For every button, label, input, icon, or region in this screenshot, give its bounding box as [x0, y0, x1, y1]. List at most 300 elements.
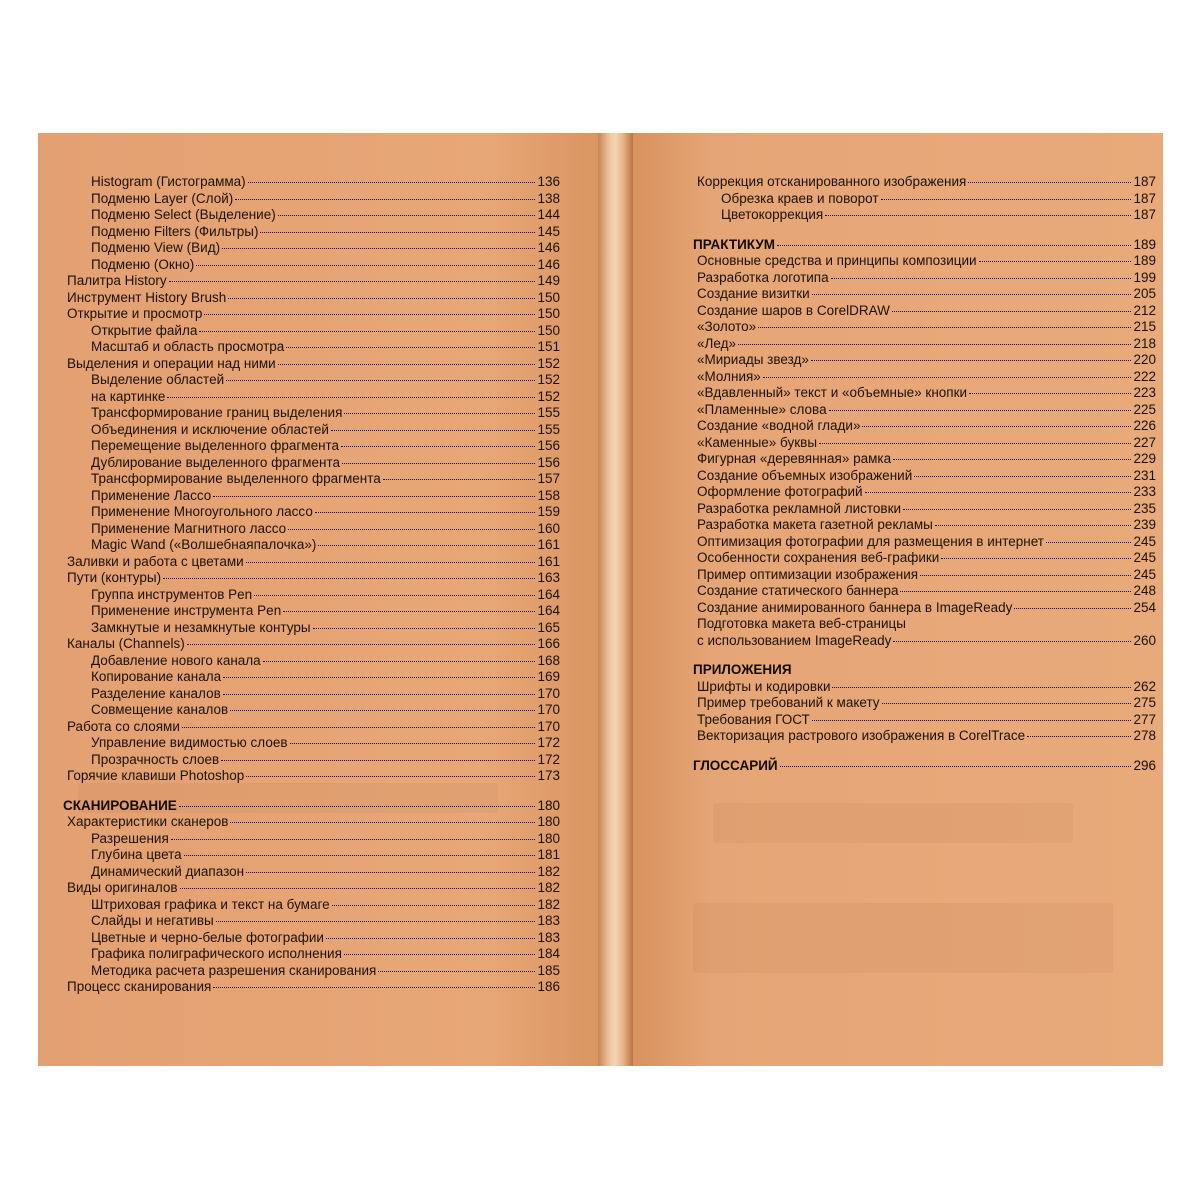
toc-dot-leader: [777, 245, 1131, 246]
toc-dot-leader: [187, 644, 536, 645]
show-through-stain: [693, 903, 1113, 973]
toc-entry-title: «Лед»: [697, 335, 736, 351]
toc-dot-leader: [811, 360, 1132, 361]
toc-section-heading: [693, 237, 1156, 254]
toc-entry-title: Подготовка макета веб-страницы: [697, 616, 906, 631]
toc-dot-leader: [221, 760, 535, 761]
toc-dot-leader: [832, 687, 1131, 688]
toc-dot-leader: [829, 410, 1132, 411]
toc-entry-title: Графика полиграфического исполнения: [91, 946, 342, 961]
toc-entry: [63, 174, 560, 191]
toc-dot-leader: [1046, 542, 1131, 543]
toc-dot-leader: [278, 364, 536, 365]
open-book: [38, 133, 1163, 1066]
toc-page-number: 164: [537, 603, 560, 618]
toc-dot-leader: [246, 776, 535, 777]
toc-entry-title: Управление видимостью слоев: [91, 735, 288, 750]
toc-entry-title: Выделение областей: [91, 372, 225, 387]
toc-entry: [693, 402, 1156, 419]
toc-entry-title: «Мириады звезд»: [697, 352, 809, 367]
toc-dot-leader: [228, 298, 535, 299]
toc-entry: [693, 352, 1156, 369]
toc-entry: [693, 191, 1156, 208]
toc-page-number: 180: [537, 814, 560, 829]
toc-page-number: 245: [1133, 533, 1156, 549]
toc-entry-title: Штриховая графика и текст на бумаге: [91, 896, 330, 912]
toc-dot-leader: [288, 529, 535, 530]
book-spine: [598, 133, 633, 1066]
toc-section-title: ПРАКТИКУМ: [693, 236, 776, 252]
toc-entry: [693, 550, 1156, 567]
toc-dot-leader: [341, 446, 535, 447]
toc-page-number: 155: [537, 421, 560, 437]
toc-section-title: СКАНИРОВАНИЕ: [63, 797, 177, 813]
toc-entry-title: «Пламенные» слова: [697, 401, 827, 417]
toc-page-number: 170: [537, 685, 560, 701]
toc-entry-title: Перемещение выделенного фрагмента: [91, 438, 340, 453]
toc-page-number: 160: [537, 520, 560, 536]
toc-entry-title: Применение инструмента Pen: [91, 603, 282, 618]
toc-page-number: 165: [537, 619, 560, 635]
toc-entry-title: Масштаб и область просмотра: [91, 339, 285, 354]
toc-entry-title: Подменю (Окно): [91, 256, 195, 272]
toc-dot-leader: [893, 459, 1131, 460]
toc-entry: [693, 583, 1156, 600]
toc-dot-leader: [260, 232, 535, 233]
toc-entry-title: Требования ГОСТ: [697, 711, 810, 727]
toc-dot-leader: [230, 822, 535, 823]
toc-page-number: 184: [537, 946, 560, 961]
toc-entry: [693, 435, 1156, 452]
toc-entry-title: Палитра History: [67, 273, 167, 288]
toc-entry: [63, 273, 560, 290]
toc-entry-title: Коррекция отсканированного изображения: [697, 174, 967, 189]
toc-page-number: 149: [537, 273, 560, 288]
toc-dot-leader: [1014, 608, 1131, 609]
toc-entry: [693, 385, 1156, 402]
toc-page-number: 180: [537, 830, 560, 846]
toc-dot-leader: [254, 595, 535, 596]
toc-entry: [63, 356, 560, 373]
toc-entry: [693, 712, 1156, 729]
toc-entry: [63, 636, 560, 653]
toc-entry-title: Совмещение каналов: [91, 702, 229, 717]
toc-page-number: 181: [537, 847, 560, 862]
toc-entry-title: Горячие клавиши Photoshop: [67, 768, 245, 783]
toc-dot-leader: [230, 710, 535, 711]
section-gap: [693, 745, 1156, 758]
toc-dot-leader: [326, 938, 536, 939]
section-gap: [693, 224, 1156, 237]
toc-entry-title: Пути (контуры): [67, 570, 162, 585]
toc-dot-leader: [763, 377, 1132, 378]
toc-dot-leader: [758, 327, 1131, 328]
toc-dot-leader: [169, 281, 536, 282]
toc-dot-leader: [812, 720, 1132, 721]
toc-dot-leader: [979, 261, 1132, 262]
toc-dot-leader: [383, 479, 536, 480]
toc-entry: [693, 319, 1156, 336]
toc-entry-title: «Молния»: [697, 368, 761, 384]
toc-entry: [63, 752, 560, 769]
toc-entry: [63, 669, 560, 686]
toc-page-number: 231: [1133, 467, 1156, 483]
toc-entry-title: Векторизация растрового изображения в CorelTrace: [697, 728, 1026, 743]
toc-page-number: 136: [537, 174, 560, 189]
toc-page-number: 218: [1133, 335, 1156, 351]
toc-page-number: 146: [537, 256, 560, 272]
toc-dot-leader: [184, 855, 536, 856]
toc-entry: [63, 537, 560, 554]
toc-dot-leader: [283, 611, 535, 612]
toc-dot-leader: [222, 248, 535, 249]
toc-dot-leader: [903, 509, 1131, 510]
toc-dot-leader: [935, 525, 1132, 526]
toc-entry: [63, 880, 560, 897]
toc-dot-leader: [780, 766, 1132, 767]
toc-entry-title: Цветные и черно-белые фотографии: [91, 929, 324, 945]
toc-page-number: 248: [1133, 583, 1156, 598]
toc-dot-leader: [812, 294, 1132, 295]
toc-entry-title: Пример оптимизации изображения: [697, 566, 919, 582]
toc-page-number: 151: [537, 339, 560, 354]
toc-page-number: 164: [537, 586, 560, 602]
toc-entry: [63, 963, 560, 980]
toc-dot-leader: [199, 331, 535, 332]
toc-page-number: 227: [1133, 434, 1156, 450]
toc-page-number: 183: [537, 913, 560, 928]
toc-page-number: 152: [537, 388, 560, 404]
toc-page-number: 245: [1133, 566, 1156, 582]
toc-entry-title: Подменю Select (Выделение): [91, 207, 276, 222]
toc-dot-leader: [315, 512, 536, 513]
toc-entry: [63, 339, 560, 356]
toc-page-number: 187: [1133, 174, 1156, 189]
toc-page-number: 245: [1133, 550, 1156, 565]
toc-page-number: 186: [537, 979, 560, 994]
toc-entry: [63, 570, 560, 587]
toc-page-number: 239: [1133, 517, 1156, 532]
toc-dot-leader: [171, 839, 536, 840]
toc-entry: [63, 814, 560, 831]
toc-page-number: 296: [1133, 757, 1156, 773]
toc-page-number: 233: [1133, 484, 1156, 499]
toc-entry-title: Фигурная «деревянная» рамка: [697, 451, 892, 466]
toc-entry-title: Копирование канала: [91, 669, 222, 684]
toc-dot-leader: [342, 463, 535, 464]
toc-entry: [63, 768, 560, 785]
toc-entry: [63, 864, 560, 881]
toc-entry-title: Слайды и негативы: [91, 913, 214, 928]
toc-entry: [693, 633, 1156, 650]
toc-entry: [63, 913, 560, 930]
toc-page-number: 172: [537, 751, 560, 767]
toc-page-number: 223: [1133, 385, 1156, 400]
toc-page-number: 144: [537, 207, 560, 222]
toc-entry-title: Особенности сохранения веб-графики: [697, 550, 940, 565]
toc-entry: [693, 336, 1156, 353]
toc-page-number: 182: [537, 880, 560, 895]
toc-dot-leader: [216, 921, 536, 922]
toc-dot-leader: [344, 954, 536, 955]
toc-entry: [63, 587, 560, 604]
toc-entry-title: Создание визитки: [697, 286, 810, 301]
toc-entry-title: Характеристики сканеров: [67, 814, 229, 829]
toc-entry: [63, 389, 560, 406]
toc-entry-title: Цветокоррекция: [721, 207, 824, 222]
right-page: [633, 133, 1163, 1066]
toc-entry: [693, 286, 1156, 303]
toc-entry: [693, 303, 1156, 320]
toc-dot-leader: [920, 575, 1131, 576]
toc-page-number: 158: [537, 487, 560, 503]
toc-page-number: 254: [1133, 599, 1156, 615]
toc-entry-title: Прозрачность слоев: [91, 751, 220, 767]
toc-entry-title: Виды оригиналов: [67, 880, 178, 895]
toc-page-number: 229: [1133, 451, 1156, 466]
toc-entry-title: Оптимизация фотографии для размещения в интернет: [697, 533, 1044, 549]
toc-dot-leader: [226, 380, 535, 381]
toc-page-number: 262: [1133, 678, 1156, 694]
toc-dot-leader: [163, 578, 535, 579]
toc-entry-title: Оформление фотографий: [697, 484, 863, 499]
toc-dot-leader: [893, 641, 1131, 642]
toc-page-number: 170: [537, 718, 560, 734]
toc-page-number: 185: [537, 962, 560, 978]
toc-entry: [693, 534, 1156, 551]
toc-page-number: 225: [1133, 401, 1156, 417]
toc-page-number: 157: [537, 471, 560, 486]
toc-page-number: 180: [537, 797, 560, 813]
toc-entry: [693, 207, 1156, 224]
toc-entry-title: Обрезка краев и поворот: [721, 190, 879, 206]
toc-entry: [63, 554, 560, 571]
toc-entry-title: Добавление нового канала: [91, 652, 261, 668]
toc-page-number: 189: [1133, 253, 1156, 268]
toc-entry-title: Пример требований к макету: [697, 695, 880, 710]
toc-dot-leader: [235, 199, 535, 200]
toc-page-number: 145: [537, 223, 560, 239]
toc-entry-title: Динамический диапазон: [91, 863, 245, 879]
toc-entry: [63, 702, 560, 719]
toc-entry-title: Применение Магнитного лассо: [91, 520, 287, 536]
toc-entry: [693, 468, 1156, 485]
toc-entry: [693, 600, 1156, 617]
toc-entry: [693, 418, 1156, 435]
toc-page-number: 212: [1133, 302, 1156, 318]
toc-entry-title: Разработка макета газетной рекламы: [697, 517, 933, 532]
toc-entry-title: Разработка логотипа: [697, 269, 829, 285]
toc-dot-leader: [246, 872, 535, 873]
toc-dot-leader: [223, 677, 535, 678]
toc-entry-title: Применение Лассо: [91, 487, 212, 503]
toc-page-number: 156: [537, 454, 560, 470]
toc-entry: [693, 501, 1156, 518]
toc-entry: [693, 451, 1156, 468]
toc-page-number: 159: [537, 504, 560, 519]
toc-dot-leader: [286, 347, 535, 348]
toc-entry-title: Глубина цвета: [91, 847, 182, 862]
toc-page-number: 163: [537, 570, 560, 585]
toc-page-number: 278: [1133, 728, 1156, 743]
toc-entry-title: Подменю View (Вид): [91, 240, 221, 255]
toc-dot-leader: [831, 278, 1132, 279]
toc-section-heading: [63, 798, 560, 815]
toc-entry: [63, 979, 560, 996]
toc-dot-leader: [331, 430, 536, 431]
toc-dot-leader: [819, 443, 1131, 444]
toc-page-number: 146: [537, 240, 560, 255]
toc-page-number: 187: [1133, 207, 1156, 222]
toc-entry: [693, 616, 1156, 633]
toc-entry-title: Разделение каналов: [91, 685, 221, 701]
toc-entry: [693, 695, 1156, 712]
toc-page-number: 275: [1133, 695, 1156, 710]
toc-section-heading: [693, 662, 1156, 679]
show-through-stain: [713, 803, 1073, 843]
toc-dot-leader: [213, 987, 535, 988]
toc-entry-title: Создание статического баннера: [697, 583, 899, 598]
toc-entry-title: Методика расчета разрешения сканирования: [91, 962, 377, 978]
toc-entry-title: Замкнутые и незамкнутые контуры: [91, 619, 311, 635]
toc-dot-leader: [318, 545, 535, 546]
toc-dot-leader: [344, 413, 535, 414]
toc-entry: [63, 831, 560, 848]
toc-page-number: 161: [537, 537, 560, 552]
toc-page-number: 187: [1133, 190, 1156, 206]
toc-entry-title: Создание «водной глади»: [697, 418, 861, 433]
toc-dot-leader: [862, 426, 1131, 427]
toc-entry-title: «Каменные» буквы: [697, 434, 818, 450]
toc-page-number: 215: [1133, 319, 1156, 334]
toc-entry-title: Шрифты и кодировки: [697, 678, 831, 694]
toc-section-title: ПРИЛОЖЕНИЯ: [693, 662, 792, 677]
toc-dot-leader: [332, 905, 536, 906]
toc-entry-title: Разрешения: [91, 830, 169, 846]
toc-entry-title: Группа инструментов Pen: [91, 586, 253, 602]
toc-entry-title: Инструмент History Brush: [67, 289, 227, 305]
table-of-contents-right: [693, 174, 1156, 774]
toc-entry: [63, 847, 560, 864]
toc-entry: [693, 728, 1156, 745]
toc-entry: [63, 290, 560, 307]
toc-page-number: 199: [1133, 269, 1156, 285]
toc-dot-leader: [900, 591, 1131, 592]
toc-entry: [693, 174, 1156, 191]
toc-page-number: 150: [537, 306, 560, 321]
toc-entry-title: Создание анимированного баннера в ImageReady: [697, 599, 1013, 615]
toc-dot-leader: [290, 743, 536, 744]
toc-dot-leader: [968, 182, 1131, 183]
toc-page-number: 226: [1133, 418, 1156, 433]
section-gap: [63, 785, 560, 798]
toc-entry: [63, 686, 560, 703]
toc-entry: [63, 191, 560, 208]
toc-entry-title: на картинке: [91, 388, 166, 404]
toc-page-number: 277: [1133, 711, 1156, 727]
table-of-contents-left: [63, 174, 560, 996]
toc-page-number: 173: [537, 768, 560, 783]
toc-page-number: 205: [1133, 286, 1156, 301]
toc-entry: [63, 372, 560, 389]
toc-page-number: 182: [537, 863, 560, 879]
toc-entry-title: Создание шаров в CorelDRAW: [697, 302, 890, 318]
toc-entry-title: Подменю Layer (Слой): [91, 190, 234, 206]
toc-dot-leader: [892, 311, 1132, 312]
toc-entry: [693, 517, 1156, 534]
toc-entry-title: Открытие файла: [91, 322, 198, 338]
toc-entry-title: Заливки и работа с цветами: [67, 553, 244, 569]
toc-entry: [693, 369, 1156, 386]
toc-page-number: 150: [537, 289, 560, 305]
toc-entry-title: с использованием ImageReady: [697, 632, 892, 648]
toc-entry: [63, 930, 560, 947]
toc-entry: [63, 240, 560, 257]
toc-page-number: 189: [1133, 236, 1156, 252]
toc-dot-leader: [378, 971, 535, 972]
toc-entry-title: Дублирование выделенного фрагмента: [91, 454, 341, 470]
toc-page-number: 169: [537, 669, 560, 684]
toc-entry: [63, 438, 560, 455]
toc-entry-title: Основные средства и принципы композиции: [697, 253, 977, 268]
toc-entry: [693, 270, 1156, 287]
toc-page-number: 152: [537, 355, 560, 371]
toc-dot-leader: [196, 265, 535, 266]
toc-page-number: 183: [537, 929, 560, 945]
toc-dot-leader: [180, 888, 536, 889]
toc-entry: [63, 488, 560, 505]
toc-entry: [693, 253, 1156, 270]
toc-page-number: 138: [537, 190, 560, 206]
toc-entry-title: Histogram (Гистограмма): [91, 174, 246, 189]
toc-entry: [63, 653, 560, 670]
toc-dot-leader: [865, 492, 1132, 493]
toc-page-number: 166: [537, 636, 560, 651]
toc-dot-leader: [969, 393, 1131, 394]
toc-entry-title: Работа со слоями: [67, 718, 180, 734]
toc-page-number: 170: [537, 702, 560, 717]
toc-entry-title: Magic Wand («Волшебнаяпалочка»): [91, 537, 317, 552]
left-page: [38, 133, 598, 1066]
toc-dot-leader: [213, 496, 535, 497]
toc-dot-leader: [313, 628, 536, 629]
toc-dot-leader: [182, 727, 536, 728]
toc-page-number: 152: [537, 372, 560, 387]
toc-dot-leader: [278, 215, 536, 216]
toc-page-number: 172: [537, 735, 560, 750]
toc-entry: [63, 257, 560, 274]
toc-entry: [63, 455, 560, 472]
toc-dot-leader: [204, 314, 535, 315]
toc-entry-title: «Золото»: [697, 319, 757, 334]
toc-dot-leader: [941, 558, 1131, 559]
toc-entry-title: Трансформирование границ выделения: [91, 405, 343, 420]
toc-entry: [63, 224, 560, 241]
toc-entry: [63, 620, 560, 637]
toc-dot-leader: [248, 182, 536, 183]
toc-entry-title: Разработка рекламной листовки: [697, 500, 902, 516]
toc-entry: [63, 603, 560, 620]
toc-page-number: 150: [537, 322, 560, 338]
toc-entry: [63, 422, 560, 439]
toc-entry-title: Объединения и исключение областей: [91, 421, 329, 437]
toc-page-number: 220: [1133, 352, 1156, 367]
toc-page-number: 182: [537, 896, 560, 912]
toc-entry-title: Подменю Filters (Фильтры): [91, 223, 259, 239]
section-gap: [693, 649, 1156, 662]
toc-page-number: 222: [1133, 368, 1156, 384]
toc-entry: [63, 504, 560, 521]
